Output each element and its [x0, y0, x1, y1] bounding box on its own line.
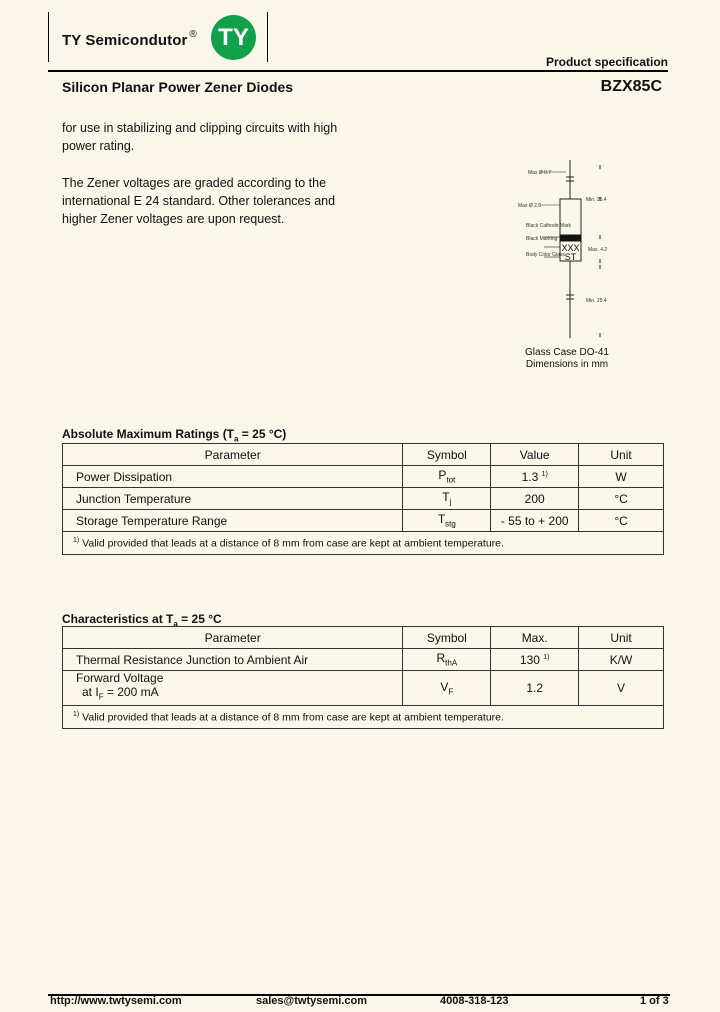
unit-cell: K/W [579, 649, 664, 671]
footer-phone: 4008-318-123 [440, 995, 509, 1007]
black-marking-label: Black Marking [526, 236, 558, 242]
part-number: BZX85C [600, 78, 662, 95]
symbol-cell: $P_{tot}$ [403, 466, 491, 488]
header-cell: Symbol [403, 444, 491, 466]
value-cell: 1.2 [491, 671, 579, 706]
footnote-cell: $^{1)}$ Valid provided that leads at a distance of 8 mm from case are kept at ambient temperature. [63, 532, 664, 555]
characteristics-caption: Characteristics at $T_a = 25$ °C [62, 612, 222, 629]
table-note-row [63, 706, 664, 729]
footer-email-link[interactable]: sales@twtysemi.com [256, 995, 367, 1007]
footnote-cell: $^{1)}$ Valid provided that leads at a distance of 8 mm from case are kept at ambient temperature. [63, 706, 664, 729]
parameter-cell: Storage Temperature Range [63, 510, 403, 532]
table-row [63, 466, 664, 488]
marking-st: ST [564, 252, 577, 262]
abs-max-table [62, 443, 664, 555]
header-cell: Parameter [63, 444, 403, 466]
symbol-cell: $V_F$ [403, 671, 491, 706]
unit-cell: V [579, 671, 664, 706]
abs-max-caption: Absolute Maximum Ratings ($T_a = 25$ °C) [62, 427, 287, 444]
max-body-length-label: Max. 4.2 [588, 247, 608, 253]
value-cell: 130 $^{1)}$ [491, 649, 579, 671]
registered-mark: ® [189, 29, 197, 40]
min-length-top-label: Min. 25.4 [586, 197, 607, 203]
unit-cell: °C [579, 510, 664, 532]
table-row [63, 649, 664, 671]
min-length-bottom-label: Min. 25.4 [586, 298, 607, 304]
diagram-caption: Glass Case DO-41 Dimensions in mm [525, 347, 609, 370]
header-cell: Max. [491, 627, 579, 649]
table-header-row [63, 444, 664, 466]
symbol-cell: $T_{stg}$ [403, 510, 491, 532]
brand-name: TY Semicondutor ® [62, 29, 197, 49]
body-color-label: Body Color Glass [526, 252, 565, 258]
document-title: Silicon Planar Power Zener Diodes [62, 79, 294, 95]
parameter-cell: Forward Voltage at $I_F = 200$ mA [63, 671, 403, 706]
header-rule [48, 70, 668, 72]
table-row [63, 671, 664, 706]
table-row [63, 510, 664, 532]
cathode-mark-label: Black Cathode Mark [526, 223, 572, 229]
symbol-cell: $R_{thA}$ [403, 649, 491, 671]
description-paragraph-1: for use in stabilizing and clipping circuits with high power rating. [62, 121, 338, 153]
value-cell: 1.3 $^{1)}$ [491, 466, 579, 488]
description-paragraph-2: The Zener voltages are graded according to the international E 24 standard. Other tolerances and higher Zener voltages are upon request. [62, 176, 336, 226]
page-number: 1 of 3 [640, 995, 669, 1007]
table-header-row [63, 627, 664, 649]
product-specification-label: Product specification [545, 55, 668, 69]
marking-code: XXX [561, 243, 580, 253]
header-cell: Unit [579, 444, 664, 466]
parameter-cell: Power Dissipation [63, 466, 403, 488]
unit-cell: °C [579, 488, 664, 510]
header-cell: Unit [579, 627, 664, 649]
value-cell: - 55 to + 200 [491, 510, 579, 532]
parameter-cell: Junction Temperature [63, 488, 403, 510]
header-cell: Symbol [403, 627, 491, 649]
header-cell: Parameter [63, 627, 403, 649]
characteristics-table [62, 626, 664, 729]
ty-logo-icon: TY [211, 15, 256, 60]
unit-cell: W [579, 466, 664, 488]
do41-package-diagram [500, 155, 620, 345]
header-cell: Value [491, 444, 579, 466]
lead-diameter-label: Max Ø 0.7 [528, 170, 552, 176]
symbol-cell: $T_j$ [403, 488, 491, 510]
table-row [63, 488, 664, 510]
body-diameter-label: Max Ø 2.6 [518, 203, 542, 209]
footer-website-link[interactable]: http://www.twtysemi.com [50, 995, 182, 1007]
table-note-row [63, 532, 664, 555]
parameter-cell: Thermal Resistance Junction to Ambient Air [63, 649, 403, 671]
value-cell: 200 [491, 488, 579, 510]
